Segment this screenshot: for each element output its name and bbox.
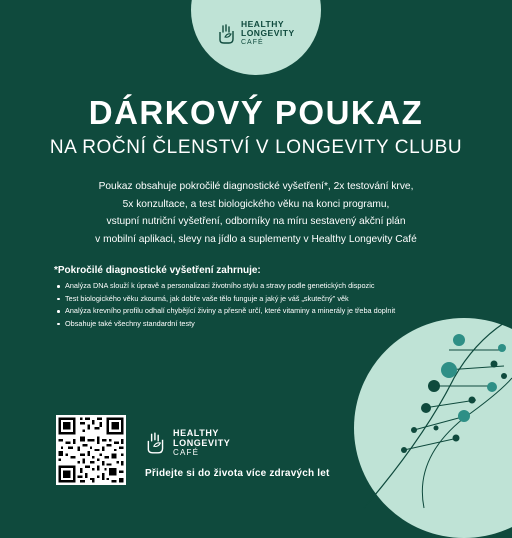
list-item: Obsahuje také všechny standardní testy <box>56 318 395 331</box>
tagline: Přidejte si do života více zdravých let <box>145 468 330 479</box>
description-line: vstupní nutriční vyšetření, odborníky na míru sestavený akční plán <box>106 216 406 227</box>
voucher-title: DÁRKOVÝ POUKAZ <box>88 94 424 131</box>
brand-line-1: HEALTHY <box>173 428 220 438</box>
brand-line-3: CAFÉ <box>173 448 200 457</box>
brand-line-2: LONGEVITY <box>241 28 295 38</box>
note-heading: *Pokročilé diagnostické vyšetření zahrnuje: <box>54 265 261 276</box>
voucher-description <box>60 178 452 248</box>
qr-code[interactable] <box>56 415 126 485</box>
hand-leaf-icon <box>145 431 167 455</box>
brand-logo-top <box>217 20 295 47</box>
description-line: Poukaz obsahuje pokročilé diagnostické vyšetření*, 2x testování krve, <box>98 181 414 192</box>
hand-leaf-icon <box>217 23 237 45</box>
brand-line-3: CAFÉ <box>241 39 264 46</box>
description-line: 5x konzultace, a test biologického věku na konci programu, <box>122 198 390 210</box>
dna-helix-illustration <box>354 318 512 512</box>
list-item: Analýza DNA slouží k úpravě a personalizaci životního stylu a stravy podle genetických dispozic <box>56 280 395 293</box>
list-item: Analýza krevního profilu odhalí chybějící živiny a přesně určí, které vitaminy a minerály je třeba doplnit <box>56 305 395 318</box>
brand-logo-bottom <box>145 428 230 458</box>
brand-line-2: LONGEVITY <box>173 438 231 448</box>
brand-line-1: HEALTHY <box>241 19 285 29</box>
note-list <box>56 280 395 330</box>
list-item: Test biologického věku zkoumá, jak dobře vaše tělo funguje a jaký je váš „skutečný" věk <box>56 293 395 306</box>
voucher-subtitle: NA ROČNÍ ČLENSTVÍ V LONGEVITY CLUBU <box>49 137 463 158</box>
description-line: v mobilní aplikaci, slevy na jídlo a suplementy v Healthy Longevity Café <box>95 233 417 245</box>
